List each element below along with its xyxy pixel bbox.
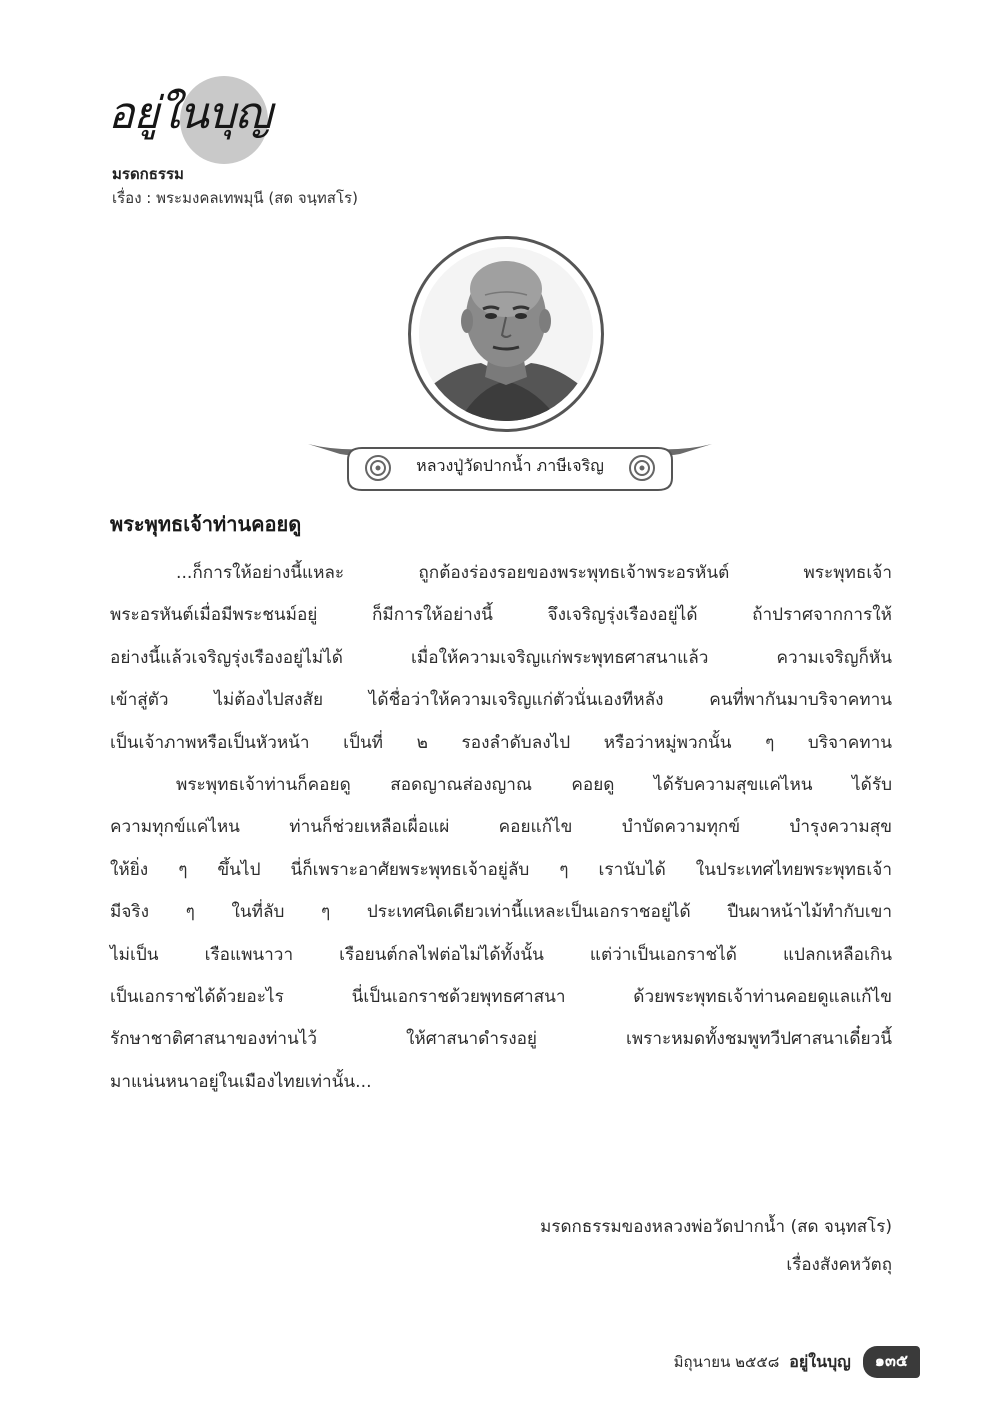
body-line: ความทุกข์แค่ไหน ท่านก็ช่วยเหลือเผื่อแผ่ คอยแก้ไข บำบัดความทุกข์ บำรุงความสุข (110, 817, 892, 838)
article-heading: พระพุทธเจ้าท่านคอยดู (110, 512, 302, 536)
portrait-caption: หลวงปู่วัดปากน้ำ ภาษีเจริญ (416, 456, 604, 475)
magazine-logo (108, 72, 278, 162)
page-number: ๑๓๕ (863, 1346, 920, 1378)
source-line-1: มรดกธรรมของหลวงพ่อวัดปากน้ำ (สด จนฺทสโร) (540, 1217, 892, 1237)
body-line: ไม่เป็น เรือแพนาวา เรือยนต์กลไฟต่อไม่ได้ทั้งนั้น แต่ว่าเป็นเอกราชได้ แปลกเหลือเกิน (110, 944, 892, 965)
caption-banner (300, 432, 720, 496)
page-footer (674, 1347, 920, 1377)
body-line: มีจริง ๆ ในที่ลับ ๆ ประเทศนิดเดียวเท่านี้แหละเป็นเอกราชอยู่ได้ ปืนผาหน้าไม้ทำกับเขา (110, 902, 892, 923)
body-line: ให้ยิ่ง ๆ ขึ้นไป นี่ก็เพราะอาศัยพระพุทธเจ้าอยู่ลับ ๆ เรานับได้ ในประเทศไทยพระพุทธเจ้า (110, 859, 892, 880)
logo-text: อยู่ในบุญ (108, 88, 272, 139)
portrait-figure (300, 230, 720, 500)
article-body (110, 552, 892, 1103)
monk-portrait (419, 247, 593, 421)
source-line-2: เรื่องสังคหวัตถุ (786, 1255, 892, 1275)
body-line: เป็นเอกราชได้ด้วยอะไร นี่เป็นเอกราชด้วยพุทธศาสนา ด้วยพระพุทธเจ้าท่านคอยดูแลแก้ไข (110, 986, 892, 1007)
monk-portrait-illustration (419, 247, 593, 421)
body-line: พระอรหันต์เมื่อมีพระชนม์อยู่ ก็มีการให้อย่างนี้ จึงเจริญรุ่งเรืองอยู่ได้ ถ้าปราศจากการให้ (110, 605, 892, 626)
byline: เรื่อง : พระมงคลเทพมุนี (สด จนฺทสโร) (112, 189, 358, 207)
issue-date: มิถุนายน ๒๕๕๘ (673, 1353, 780, 1371)
portrait-frame (408, 236, 604, 432)
source-citation (540, 1208, 892, 1284)
body-line: อย่างนี้แล้วเจริญรุ่งเรืองอยู่ไม่ได้ เมื่อให้ความเจริญแก่พระพุทธศาสนาแล้ว ความเจริญก็หัน (110, 647, 892, 668)
body-line: เข้าสู่ตัว ไม่ต้องไปสงสัย ได้ชื่อว่าให้ความเจริญแก่ตัวนั่นเองทีหลัง คนที่พากันมาบริจาคทาน (110, 690, 892, 711)
section-name: มรดกธรรม (112, 165, 184, 183)
body-line: เป็นเจ้าภาพหรือเป็นหัวหน้า เป็นที่ ๒ รองลำดับลงไป หรือว่าหมู่พวกนั้น ๆ บริจาคทาน (110, 732, 892, 753)
body-line: พระพุทธเจ้าท่านก็คอยดู สอดญาณส่องญาณ คอยดู ได้รับความสุขแค่ไหน ได้รับ (176, 774, 892, 795)
body-line: รักษาชาติศาสนาของท่านไว้ ให้ศาสนาดำรงอยู่ เพราะหมดทั้งชมพูทวีปศาสนาเดี๋ยวนี้ (110, 1029, 892, 1050)
magazine-name: อยู่ในบุญ (789, 1351, 851, 1371)
body-line: ...ก็การให้อย่างนี้แหละ ถูกต้องร่องรอยของพระพุทธเจ้าพระอรหันต์ พระพุทธเจ้า (176, 563, 892, 583)
body-line: มาแน่นหนาอยู่ในเมืองไทยเท่านั้น... (110, 1071, 372, 1092)
